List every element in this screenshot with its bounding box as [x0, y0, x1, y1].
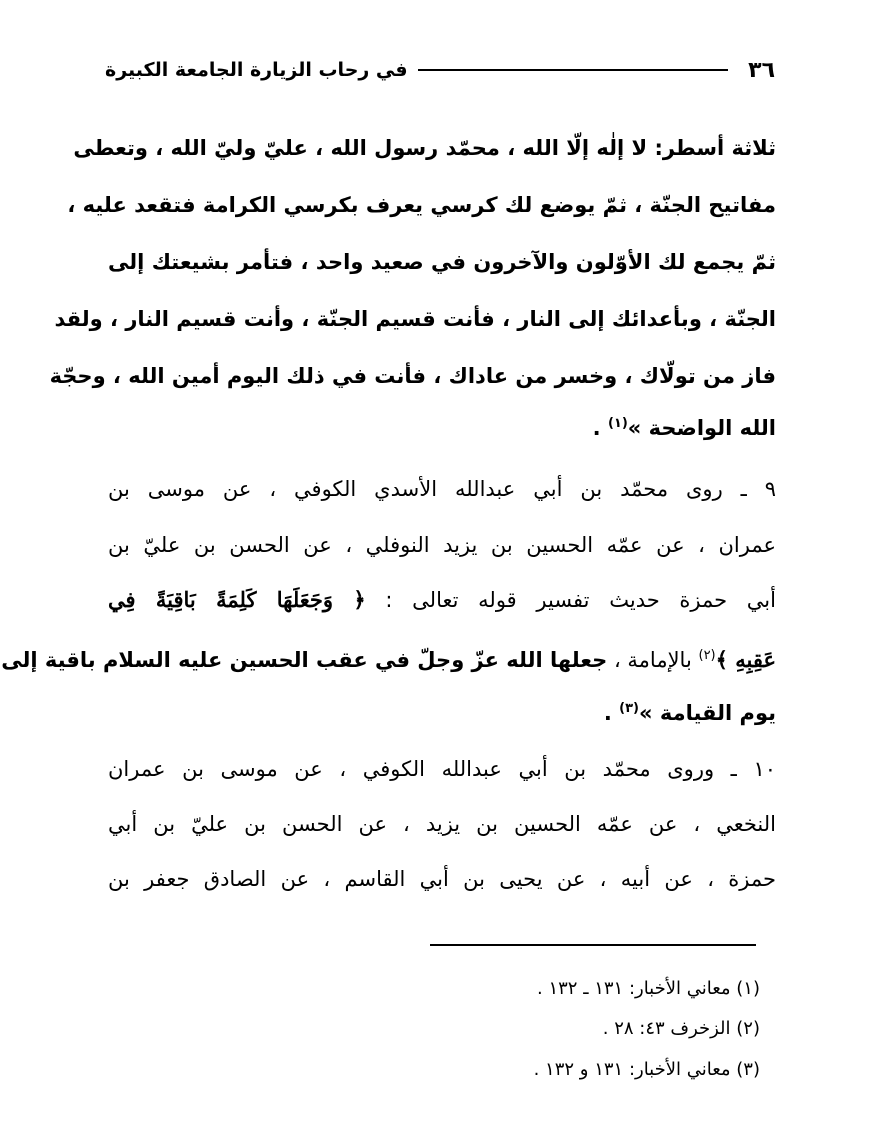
- text-fragment: جعلها الله عزّ وجلّ في عقب الحسين عليه السلام باقية إلى: [1, 648, 608, 672]
- text-line: [108, 582, 776, 618]
- text-line: [1, 638, 776, 678]
- page-number: ٣٦: [748, 57, 775, 83]
- text-line: ثمّ يجمع لك الأوّلون والآخرون في صعيد واحد ، فتأمر بشيعتك إلى: [108, 250, 776, 274]
- text-fragment: بالإمامة ،: [607, 648, 699, 672]
- footnote-separator: [430, 944, 756, 946]
- footnote-ref: (١): [607, 416, 628, 431]
- footnote-ref: (٣): [619, 701, 639, 716]
- header-rule: [418, 69, 729, 71]
- footnote: (١) معاني الأخبار: ١٣١ ـ ١٣٢ .: [537, 978, 760, 999]
- text-line: ٩ ـ روى محمّد بن أبي عبدالله الأسدي الكوفي ، عن موسى بن: [108, 477, 776, 501]
- text-line: ثلاثة أسطر: لا إلٰه إلّا الله ، محمّد رسول الله ، عليّ وليّ الله ، وتعطى: [73, 136, 776, 160]
- text-line: الجنّة ، وبأعدائك إلى النار ، فأنت قسيم الجنّة ، وأنت قسيم النار ، ولقد: [54, 307, 776, 331]
- text-line: [108, 406, 776, 446]
- footnote-ref: (٢): [698, 648, 716, 663]
- text-line: فاز من تولّاك ، وخسر من عاداك ، فأنت في ذلك اليوم أمين الله ، وحجّة: [49, 364, 776, 388]
- period: .: [603, 701, 612, 725]
- quran-verse: ﴿ وَجَعَلَهَا كَلِمَةً بَاقِيَةً فِي: [108, 587, 366, 612]
- quran-verse: عَقِبِهِ ﴾: [715, 647, 776, 672]
- text-line: [108, 691, 776, 731]
- period: .: [592, 416, 601, 440]
- text-fragment: الله الواضحة »: [627, 416, 776, 440]
- running-header: [105, 50, 775, 90]
- text-line: عمران ، عن عمّه الحسين بن يزيد النوفلي ، عن الحسن بن عليّ بن: [108, 533, 776, 557]
- text-fragment: يوم القيامة »: [638, 701, 776, 725]
- footnote: (٢) الزخرف ٤٣: ٢٨ .: [602, 1018, 760, 1039]
- text-line: مفاتيح الجنّة ، ثمّ يوضع لك كرسي يعرف بكرسي الكرامة فتقعد عليه ،: [67, 193, 776, 217]
- text-line: ١٠ ـ وروى محمّد بن أبي عبدالله الكوفي ، عن موسى بن عمران: [108, 757, 776, 781]
- book-title: في رحاب الزيارة الجامعة الكبيرة: [105, 59, 408, 81]
- footnote: (٣) معاني الأخبار: ١٣١ و ١٣٢ .: [533, 1059, 760, 1080]
- text-line: النخعي ، عن عمّه الحسين بن يزيد ، عن الحسن بن عليّ بن أبي: [108, 812, 776, 836]
- text-fragment: أبي حمزة حديث تفسير قوله تعالى :: [385, 588, 776, 612]
- text-line: حمزة ، عن أبيه ، عن يحيى بن أبي القاسم ، عن الصادق جعفر بن: [108, 867, 776, 891]
